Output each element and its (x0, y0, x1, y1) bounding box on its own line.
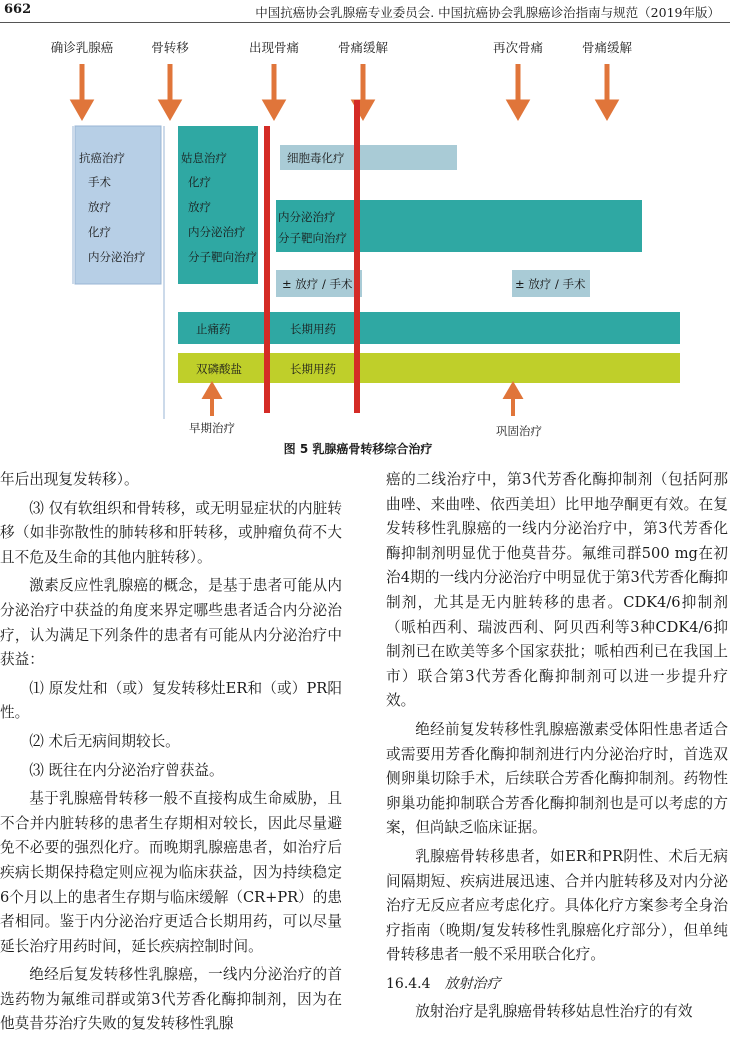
paragraph: ⑶ 仅有软组织和骨转移，或无明显症状的内脏转移（如非弥散性的肺转移和肝转移，或肿瘤负荷不大且不危及生命的其他内脏转移）。 (0, 499, 342, 566)
red-line-pain-relief (354, 100, 360, 413)
box-palliative-item: 放疗 (188, 200, 211, 214)
event-label-pain-recurrence: 再次骨痛 (492, 40, 544, 55)
running-title: 中国抗癌协会乳腺癌专业委员会. 中国抗癌协会乳腺癌诊治指南与规范（2019年版） (255, 5, 720, 20)
event-label-diagnosis: 确诊乳腺癌 (50, 40, 114, 55)
box-anti-cancer-item: 放疗 (88, 200, 111, 214)
paragraph: 放射治疗是乳腺癌骨转移姑息性治疗的有效 (415, 1003, 693, 1021)
box-palliative-title: 姑息治疗 (181, 151, 227, 165)
event-label-pain-relief: 骨痛缓解 (337, 40, 389, 55)
box-anti-cancer-item: 化疗 (88, 225, 111, 239)
event-label-bone-metastasis: 骨转移 (151, 40, 189, 55)
paragraph: 绝经前复发转移性乳腺癌激素受体阳性患者适合或需要用芳香化酶抑制剂进行内分泌治疗时，首选双侧卵巢切除手术，后续联合芳香化酶抑制剂。药物性卵巢功能抑制联合芳香化酶抑制剂也是可以考虑的方案，但尚缺乏临床证据。 (386, 720, 728, 837)
bar-radio-surgery-1-label: ± 放疗 / 手术 (282, 277, 353, 291)
figure-caption: 图 5 乳腺癌骨转移综合治疗 (283, 442, 433, 456)
event-label-pain-relief-2: 骨痛缓解 (581, 40, 633, 55)
paragraph: 癌的二线治疗中，第3代芳香化酶抑制剂（包括阿那曲唑、来曲唑、依西美坦）比甲地孕酮更有效。在复发转移性乳腺癌的一线内分泌治疗中，第3代芳香化酶抑制剂明显优于他莫昔芬。氟维司群500 mg在初治4期的一线内分泌治疗中明显优于第3代芳香化酶抑制剂，尤其是无内脏转移的患者。CDK4/6抑制剂（哌柏西利、瑞波西利、阿贝西利等3种CDK4/6抑制剂已在欧美等多个国家获批；哌柏西利已在我国上市）联合第3代芳香化酶抑制剂可以进一步提升疗效。 (386, 471, 728, 710)
box-palliative-item: 分子靶向治疗 (188, 250, 257, 264)
section-title: 放射治疗 (444, 975, 501, 992)
bar-endocrine-label: 内分泌治疗 (278, 210, 336, 224)
paragraph: ⑶ 既往在内分泌治疗曾获益。 (29, 761, 224, 779)
red-line-bone-pain (264, 126, 270, 413)
bar-targeted-label: 分子靶向治疗 (278, 231, 347, 245)
bar-bisphosphonate (178, 353, 680, 383)
right-column (386, 468, 728, 1025)
box-anti-cancer-item: 手术 (88, 175, 111, 189)
bar-bisphosphonate-long-label: 长期用药 (290, 362, 336, 376)
treatment-diagram (0, 24, 730, 469)
bar-bisphosphonate-label: 双磷酸盐 (196, 362, 242, 376)
bar-chemo-label: 细胞毒化疗 (287, 151, 345, 165)
paragraph: 年后出现复发转移）。 (0, 471, 139, 488)
left-column (0, 468, 342, 1037)
bar-radio-surgery-2-label: ± 放疗 / 手术 (515, 277, 586, 291)
page-header (0, 0, 730, 23)
box-anti-cancer-title: 抗癌治疗 (79, 151, 125, 165)
bar-analgesic-label: 止痛药 (196, 322, 231, 336)
label-early-treatment: 早期治疗 (189, 421, 235, 435)
event-label-bone-pain: 出现骨痛 (248, 40, 300, 55)
paragraph: ⑴ 原发灶和（或）复发转移灶ER和（或）PR阳性。 (0, 679, 342, 722)
page-number: 662 (4, 2, 32, 17)
box-palliative-item: 化疗 (188, 175, 211, 189)
section-heading (386, 972, 728, 997)
paragraph: 基于乳腺癌骨转移一般不直接构成生命威胁，且不合并内脏转移的患者生存期相对较长，因此尽量避免不必要的强烈化疗。而晚期乳腺癌患者，如治疗后疾病长期保持稳定则应视为临床获益，因为持续稳定6个月以上的患者生存期与临床缓解（CR+PR）的患者相同。鉴于内分泌治疗更适合长期用药，可以尽量延长治疗用药时间，延长疾病控制时间。 (0, 790, 342, 955)
paragraph: 绝经后复发转移性乳腺癌，一线内分泌治疗的首选药物为氟维司群或第3代芳香化酶抑制剂，因为在他莫昔芬治疗失败的复发转移性乳腺 (0, 966, 342, 1033)
box-palliative-item: 内分泌治疗 (188, 225, 246, 239)
section-number: 16.4.4 (386, 975, 431, 992)
bar-analgesic-long-label: 长期用药 (290, 322, 336, 336)
paragraph: ⑵ 术后无病间期较长。 (29, 732, 180, 750)
box-anti-cancer-item: 内分泌治疗 (88, 250, 146, 264)
paragraph: 激素反应性乳腺癌的概念，是基于患者可能从内分泌治疗中获益的角度来界定哪些患者适合内分泌治疗，认为满足下列条件的患者有可能从内分泌治疗中获益： (0, 577, 342, 669)
paragraph: 乳腺癌骨转移患者，如ER和PR阴性、术后无病间隔期短、疾病进展迅速、合并内脏转移及对内分泌治疗无反应者应考虑化疗。具体化疗方案参考全身治疗指南（晚期/复发转移性乳腺癌化疗部分），但单纯骨转移患者一般不采用联合化疗。 (386, 847, 728, 964)
bar-analgesic (178, 312, 680, 344)
label-consolidation: 巩固治疗 (496, 424, 542, 438)
